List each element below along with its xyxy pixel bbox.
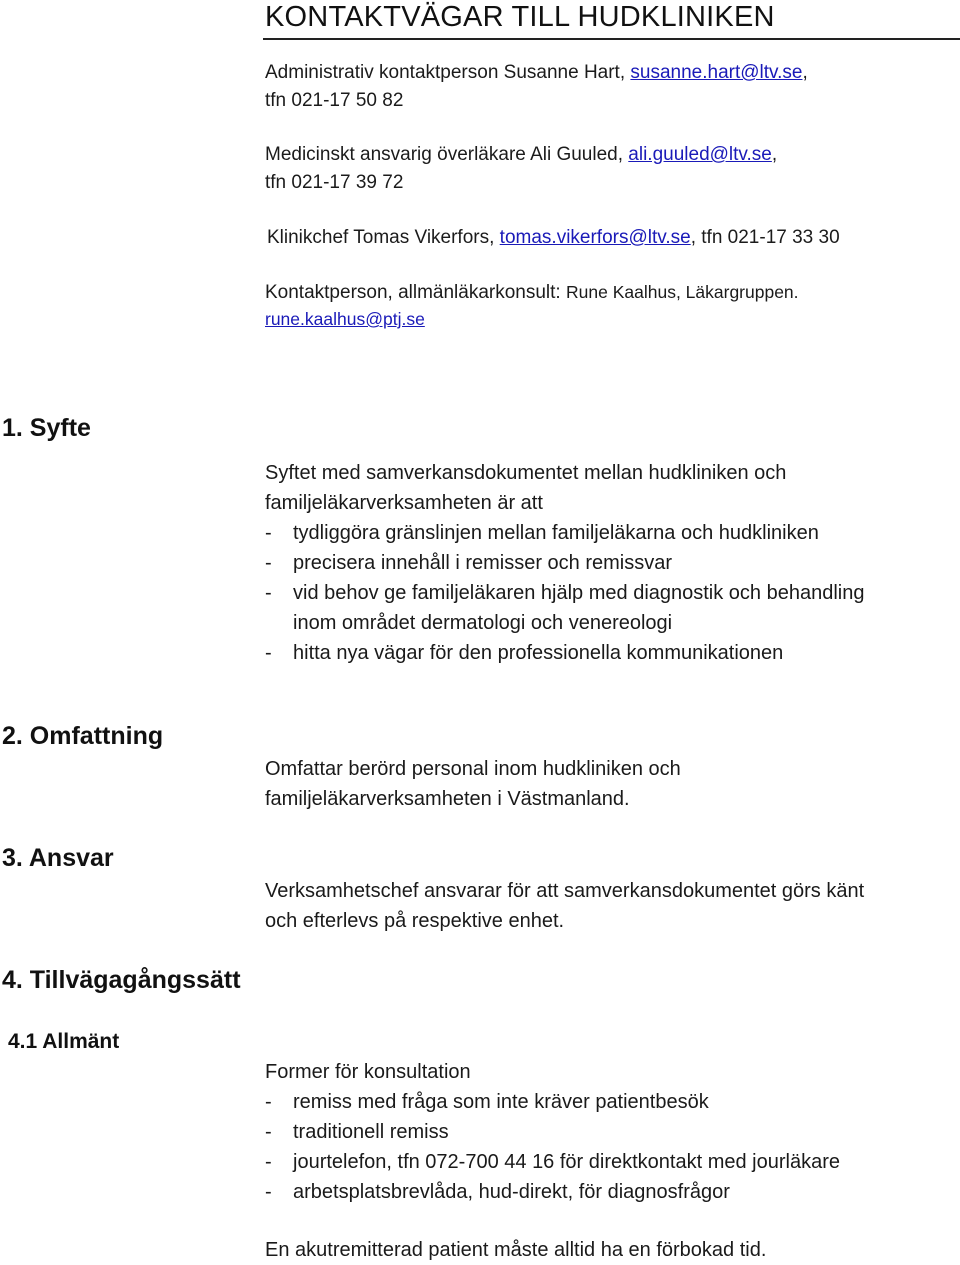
contact-medical-phone: tfn 021-17 39 72 <box>265 172 404 193</box>
omfattning-line-1: Omfattar berörd personal inom hudkliniken och <box>265 758 681 780</box>
list-item-text: precisera innehåll i remisser och remissvar <box>293 552 673 574</box>
list-item <box>265 1087 840 1117</box>
syfte-intro-line-2: familjeläkarverksamheten är att <box>265 492 543 514</box>
omfattning-line-2: familjeläkarverksamheten i Västmanland. <box>265 788 630 810</box>
contact-admin-label: Administrativ kontaktperson Susanne Hart, <box>265 62 631 83</box>
bullet-dash: - <box>265 1151 272 1173</box>
contact-medical <box>265 141 777 169</box>
section-body-ansvar <box>265 876 864 936</box>
bullet-dash: - <box>265 1091 272 1113</box>
section-body-syfte <box>265 458 864 668</box>
section-heading-ansvar: 3. Ansvar <box>2 844 114 872</box>
allmant-closing: En akutremitterad patient måste alltid ha en förbokad tid. <box>265 1239 767 1261</box>
page-title: KONTAKTVÄGAR TILL HUDKLINIKEN <box>265 1 775 33</box>
list-item-text: jourtelefon, tfn 072-700 44 16 för direktkontakt med jourläkare <box>293 1151 840 1173</box>
list-item <box>265 518 864 548</box>
contact-consultant <box>265 278 799 307</box>
bullet-dash: - <box>265 552 272 574</box>
contact-clinic-chief-email-link[interactable]: tomas.vikerfors@ltv.se <box>499 227 691 248</box>
subsection-body-allmant <box>265 1057 840 1207</box>
list-item-text: hitta nya vägar för den professionella kommunikationen <box>293 642 784 664</box>
bullet-dash: - <box>265 1181 272 1203</box>
contact-clinic-chief-phone: , tfn 021-17 33 30 <box>690 227 840 248</box>
bullet-dash: - <box>265 522 272 544</box>
bullet-dash: - <box>265 1121 272 1143</box>
allmant-intro: Former för konsultation <box>265 1061 471 1083</box>
title-rule <box>263 38 960 40</box>
contact-medical-label: Medicinskt ansvarig överläkare Ali Guuled, <box>265 144 629 165</box>
list-item <box>265 1117 840 1147</box>
contact-medical-comma: , <box>771 144 778 165</box>
section-body-omfattning <box>265 754 681 814</box>
subsection-heading-allmant: 4.1 Allmänt <box>8 1030 120 1053</box>
bullet-dash: - <box>265 582 272 604</box>
list-item <box>265 548 864 578</box>
contact-admin <box>265 59 808 87</box>
list-item <box>265 1147 840 1177</box>
list-item <box>265 578 864 608</box>
contact-clinic-chief-label: Klinikchef Tomas Vikerfors, <box>267 227 500 248</box>
ansvar-line-2: och efterlevs på respektive enhet. <box>265 910 565 932</box>
list-item-text: tydliggöra gränslinjen mellan familjeläkarna och hudkliniken <box>293 522 819 544</box>
list-item <box>265 638 864 668</box>
contact-admin-phone: tfn 021-17 50 82 <box>265 90 404 111</box>
syfte-intro-line-1: Syftet med samverkansdokumentet mellan hudkliniken och <box>265 462 787 484</box>
list-item-text: remiss med fråga som inte kräver patientbesök <box>293 1091 709 1113</box>
contact-consultant-name: Rune Kaalhus, Läkargruppen. <box>566 282 799 302</box>
list-item-text: vid behov ge familjeläkaren hjälp med diagnostik och behandling <box>293 582 865 604</box>
contact-medical-email-link[interactable]: ali.guuled@ltv.se <box>628 144 772 165</box>
list-item-text: arbetsplatsbrevlåda, hud-direkt, för diagnosfrågor <box>293 1181 730 1203</box>
contact-consultant-email-link[interactable]: rune.kaalhus@ptj.se <box>265 309 425 329</box>
section-heading-syfte: 1. Syfte <box>2 414 91 442</box>
contact-clinic-chief <box>267 224 840 252</box>
list-item-text: traditionell remiss <box>293 1121 449 1143</box>
contact-admin-comma: , <box>802 62 808 83</box>
list-item-continuation: inom området dermatologi och venereologi <box>293 612 673 634</box>
list-item <box>265 1177 840 1207</box>
bullet-dash: - <box>265 642 272 664</box>
ansvar-line-1: Verksamhetschef ansvarar för att samverkansdokumentet görs känt <box>265 880 865 902</box>
section-heading-tillvagagangssatt: 4. Tillvägagångssätt <box>2 966 241 994</box>
contact-consultant-email-row <box>265 305 425 333</box>
contact-consultant-label: Kontaktperson, allmänläkarkonsult: <box>265 282 566 303</box>
section-heading-omfattning: 2. Omfattning <box>2 722 164 750</box>
contact-admin-email-link[interactable]: susanne.hart@ltv.se <box>630 62 803 83</box>
